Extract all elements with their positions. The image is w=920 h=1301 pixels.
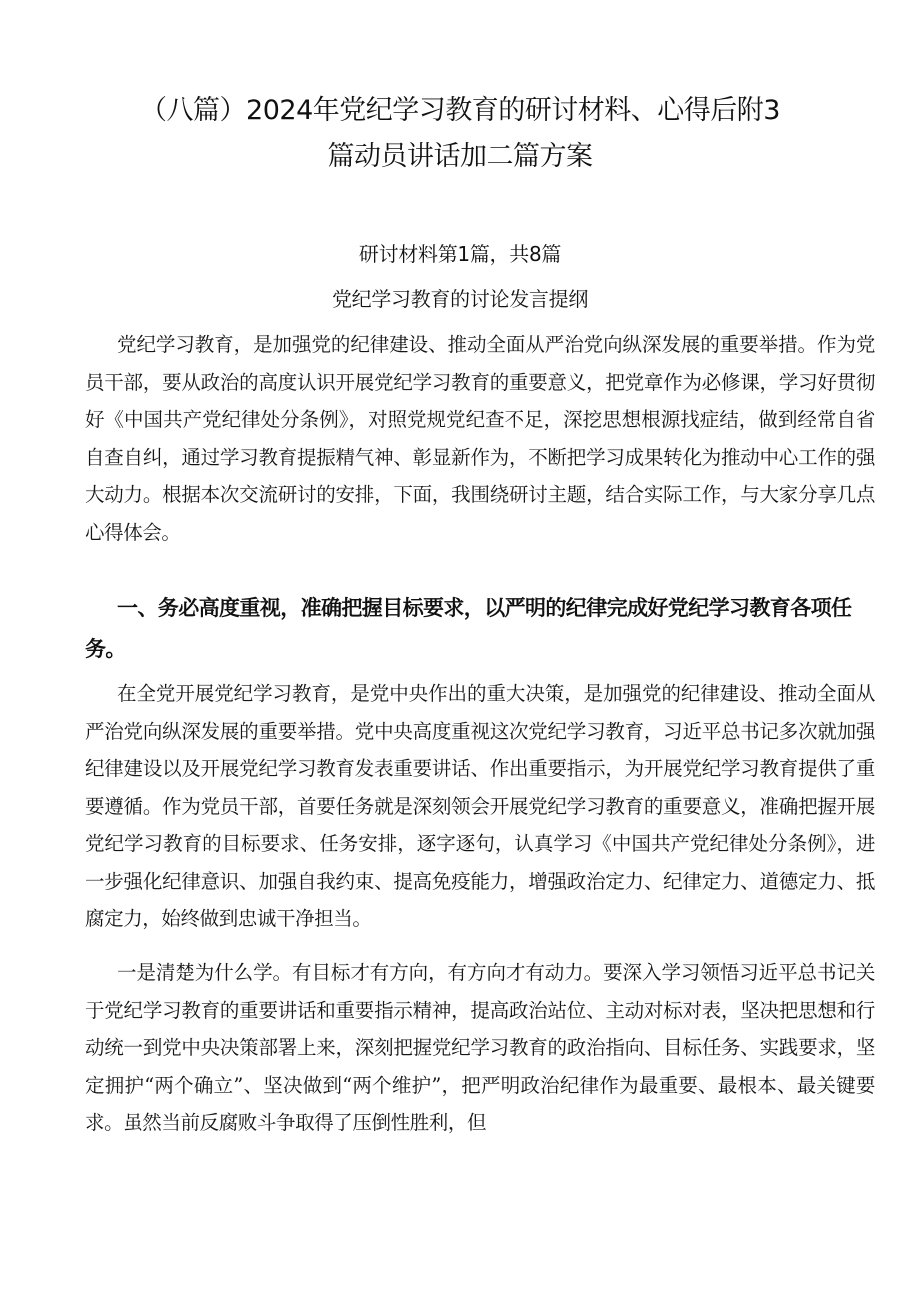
body-paragraph-1: 党纪学习教育，是加强党的纪律建设、推动全面从严治党向纵深发展的重要举措。作为党员干部，要从政治的高度认识开展党纪学习教育的重要意义，把党章作为必修课，学习好贯彻好《中国共产党纪律处分条例》，对照党规党纪查不足，深挖思想根源找症结，做到经常自省自查自纠，通过学习教育提振精气神、彰显新作为，不断把学习成果转化为推动中心工作的强大动力。根据本次交流研讨的安排，下面，我围绕研讨主题，结合实际工作，与大家分享几点心得体会。 (85, 333, 875, 544)
document-title-line-2: 篇动员讲话加二篇方案 (327, 141, 593, 172)
section-label: 研讨材料第1篇，共8篇 (358, 242, 562, 266)
document-title-line-1: （八篇）2024年党纪学习教育的研讨材料、心得后附3 (140, 95, 780, 126)
section-title: 党纪学习教育的讨论发言提纲 (331, 287, 589, 311)
body-paragraph-2: 在全党开展党纪学习教育，是党中央作出的重大决策，是加强党的纪律建设、推动全面从严治党向纵深发展的重要举措。党中央高度重视这次党纪学习教育，习近平总书记多次就加强纪律建设以及开展党纪学习教育发表重要讲话、作出重要指示，为开展党纪学习教育提供了重要遵循。作为党员干部，首要任务就是深刻领会开展党纪学习教育的重要意义，准确把握开展党纪学习教育的目标要求、任务安排，逐字逐句，认真学习《中国共产党纪律处分条例》，进一步强化纪律意识、加强自我约束、提高免疫能力，增强政治定力、纪律定力、道德定力、抵腐定力，始终做到忠诚干净担当。 (85, 682, 875, 930)
body-paragraph-3: 一是清楚为什么学。有目标才有方向，有方向才有动力。要深入学习领悟习近平总书记关于党纪学习教育的重要讲话和重要指示精神，提高政治站位、主动对标对表，坚决把思想和行动统一到党中央决策部署上来，深刻把握党纪学习教育的政治指向、目标任务、实践要求，坚定拥护“两个确立”、坚决做到“两个维护”，把严明政治纪律作为最重要、最根本、最关键要求。虽然当前反腐败斗争取得了压倒性胜利，但 (85, 961, 875, 1134)
section-heading-1: 一、务必高度重视，准确把握目标要求，以严明的纪律完成好党纪学习教育各项任务。 (85, 596, 852, 661)
